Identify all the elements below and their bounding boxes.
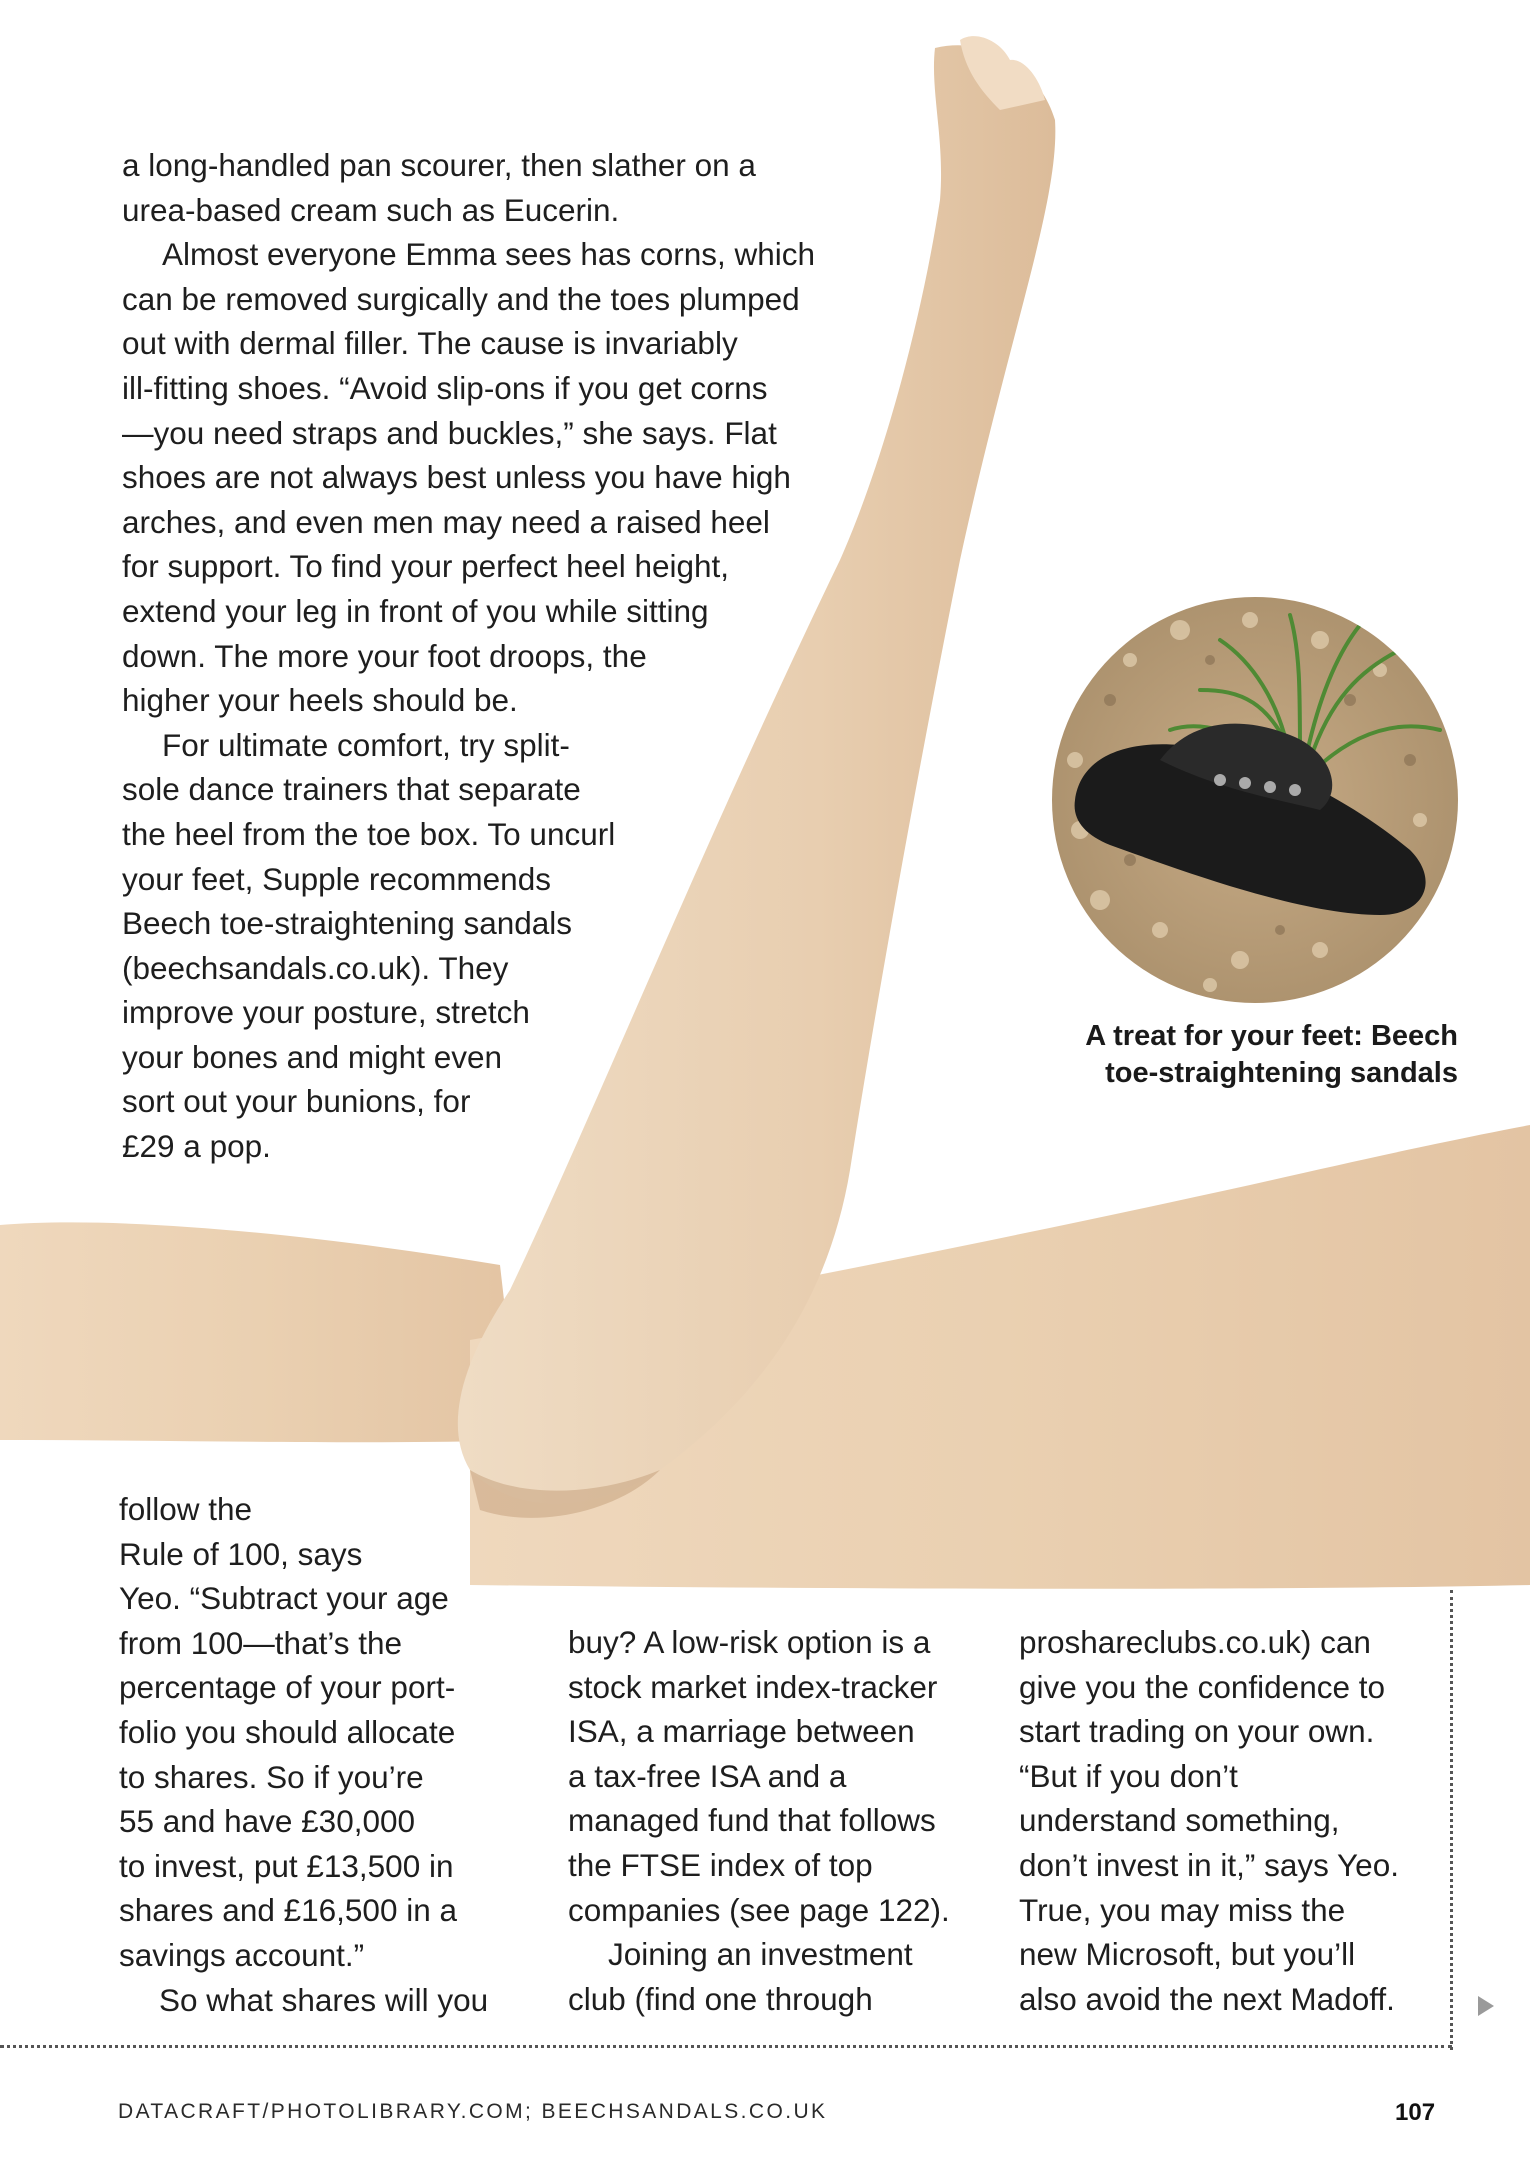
image-caption [1020,1018,1458,1092]
text-line: sort out your bunions, for [122,1083,471,1120]
text-line: the FTSE index of top [568,1846,873,1883]
text-line: can be removed surgically and the toes plumped [122,280,800,317]
sandal-inset [1050,595,1460,1005]
text-line: sole dance trainers that separate [122,771,581,808]
text-line: 55 and have £30,000 [119,1803,416,1840]
text-line: folio you should allocate [119,1713,456,1750]
article-column-bottom-1 [119,1487,539,2022]
text-line: a tax-free ISA and a [568,1757,847,1794]
text-line: —you need straps and buckles,” she says. Flat [122,414,777,451]
text-line: £29 a pop. [122,1128,271,1165]
text-line: Beech toe-straightening sandals [122,905,573,942]
text-line: follow the [119,1491,253,1527]
text-line: club (find one through [568,1980,873,2017]
text-line: give you the confidence to [1019,1668,1386,1705]
text-line: savings account.” [119,1936,365,1973]
text-line: ill-fitting shoes. “Avoid slip-ons if you get corns [122,369,768,406]
text-line: stock market index-tracker [568,1668,938,1705]
text-line: True, you may miss the [1019,1891,1346,1928]
text-line: Rule of 100, says [119,1535,363,1572]
text-line: to invest, put £13,500 in [119,1847,454,1884]
caption-line: A treat for your feet: Beech [1085,1020,1458,1052]
text-line: (beechsandals.co.uk). They [122,949,509,986]
text-line: your bones and might even [122,1038,502,1075]
text-line: ISA, a marriage between [568,1713,915,1750]
text-line: improve your posture, stretch [122,994,530,1031]
text-line: “But if you don’t [1019,1757,1238,1794]
text-line: extend your leg in front of you while sitting [122,592,709,629]
text-line: from 100—that’s the [119,1624,403,1661]
text-line: Yeo. “Subtract your age [119,1580,449,1617]
text-line: don’t invest in it,” says Yeo. [1019,1846,1399,1883]
text-line: new Microsoft, but you’ll [1019,1936,1356,1973]
text-line: start trading on your own. [1019,1713,1375,1750]
text-line: proshareclubs.co.uk) can [1019,1624,1371,1660]
text-line: down. The more your foot droops, the [122,637,647,674]
text-line: For ultimate comfort, try split- [162,726,570,763]
text-line: a long-handled pan scourer, then slather on a [122,147,756,183]
text-line: percentage of your port- [119,1669,456,1706]
text-line: arches, and even men may need a raised heel [122,503,770,540]
caption-line: toe-straightening sandals [1105,1057,1458,1089]
text-line: to shares. So if you’re [119,1758,424,1795]
text-line: the heel from the toe box. To uncurl [122,815,616,852]
arrow-right-icon [1478,1996,1494,2016]
resting-leg [0,1222,520,1442]
text-line: companies (see page 122). [568,1891,950,1928]
text-line: Joining an investment [608,1936,913,1973]
article-column-top [122,143,902,1169]
dotted-rule-vertical [1450,1590,1453,2050]
text-line: understand something, [1019,1802,1340,1839]
text-line: your feet, Supple recommends [122,860,551,897]
text-line: urea-based cream such as Eucerin. [122,191,620,228]
text-line: managed fund that follows [568,1802,936,1839]
text-line: shares and £16,500 in a [119,1892,458,1929]
text-line: out with dermal filler. The cause is invariably [122,325,738,362]
text-line: higher your heels should be. [122,682,518,719]
text-line: shoes are not always best unless you have high [122,459,791,496]
dotted-rule-horizontal [0,2045,1452,2048]
text-line: buy? A low-risk option is a [568,1624,931,1660]
text-line: also avoid the next Madoff. [1019,1980,1395,2017]
text-line: for support. To find your perfect heel height, [122,548,730,585]
article-column-bottom-3 [1019,1620,1449,2021]
page-number: 107 [1395,2099,1436,2126]
article-column-bottom-2 [568,1620,998,2021]
text-line: So what shares will you [159,1981,489,2018]
photo-credit: DATACRAFT/PHOTOLIBRARY.COM; BEECHSANDALS.CO.UK [118,2100,828,2123]
text-line: Almost everyone Emma sees has corns, which [162,236,816,273]
